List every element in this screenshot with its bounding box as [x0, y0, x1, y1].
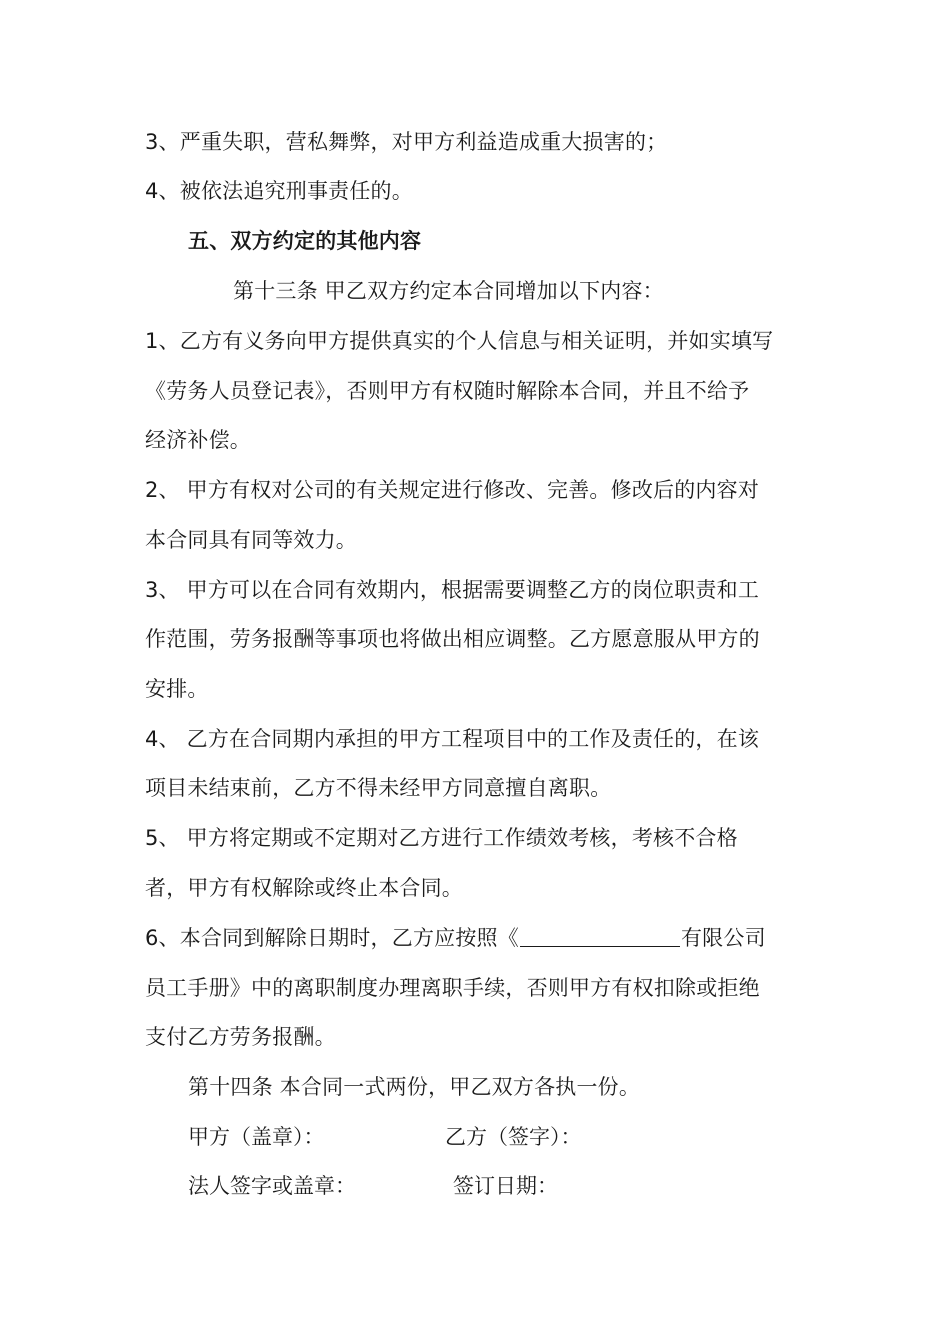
- item-4-line-2: 项目未结束前，乙方不得未经甲方同意擅自离职。: [145, 776, 612, 800]
- party-a-seal-label: 甲方（盖章）：: [188, 1125, 325, 1149]
- party-b-signature-label: 乙方（签字）：: [445, 1125, 582, 1149]
- clause-line: 3、严重失职，营私舞弊，对甲方利益造成重大损害的；: [145, 130, 668, 154]
- item-6-text-before-blank: 6、本合同到解除日期时，乙方应按照《: [145, 926, 519, 950]
- section-title: 五、双方约定的其他内容: [188, 229, 422, 253]
- item-6-line-3: 支付乙方劳务报酬。: [145, 1025, 336, 1049]
- item-1-line-1: 1、乙方有义务向甲方提供真实的个人信息与相关证明，并如实填写: [145, 329, 774, 353]
- item-3-line-2: 作范围，劳务报酬等事项也将做出相应调整。乙方愿意服从甲方的: [145, 627, 760, 651]
- item-2-line-2: 本合同具有同等效力。: [145, 528, 357, 552]
- article-13-heading: 第十三条 甲乙双方约定本合同增加以下内容：: [233, 279, 664, 303]
- item-6-line-2: 员工手册》中的离职制度办理离职手续，否则甲方有权扣除或拒绝: [145, 976, 760, 1000]
- item-6-text-after-blank: 有限公司: [680, 926, 766, 950]
- item-5-line-1: 5、 甲方将定期或不定期对乙方进行工作绩效考核，考核不合格: [145, 826, 738, 850]
- article-14: 第十四条 本合同一式两份，甲乙双方各执一份。: [188, 1075, 641, 1099]
- sign-date-label: 签订日期：: [453, 1174, 558, 1198]
- item-2-line-1: 2、 甲方有权对公司的有关规定进行修改、完善。修改后的内容对: [145, 478, 760, 502]
- item-4-line-1: 4、 乙方在合同期内承担的甲方工程项目中的工作及责任的，在该: [145, 727, 760, 751]
- item-1-line-2: 《劳务人员登记表》，否则甲方有权随时解除本合同，并且不给予: [145, 379, 750, 403]
- item-5-line-2: 者，甲方有权解除或终止本合同。: [145, 876, 463, 900]
- legal-rep-signature-label: 法人签字或盖章：: [188, 1174, 356, 1198]
- item-1-line-3: 经济补偿。: [145, 428, 251, 452]
- item-3-line-1: 3、 甲方可以在合同有效期内，根据需要调整乙方的岗位职责和工: [145, 578, 760, 602]
- item-6-line-1: [145, 923, 766, 953]
- clause-line: 4、被依法追究刑事责任的。: [145, 179, 413, 203]
- company-name-blank: [520, 926, 680, 947]
- item-3-line-3: 安排。: [145, 677, 209, 701]
